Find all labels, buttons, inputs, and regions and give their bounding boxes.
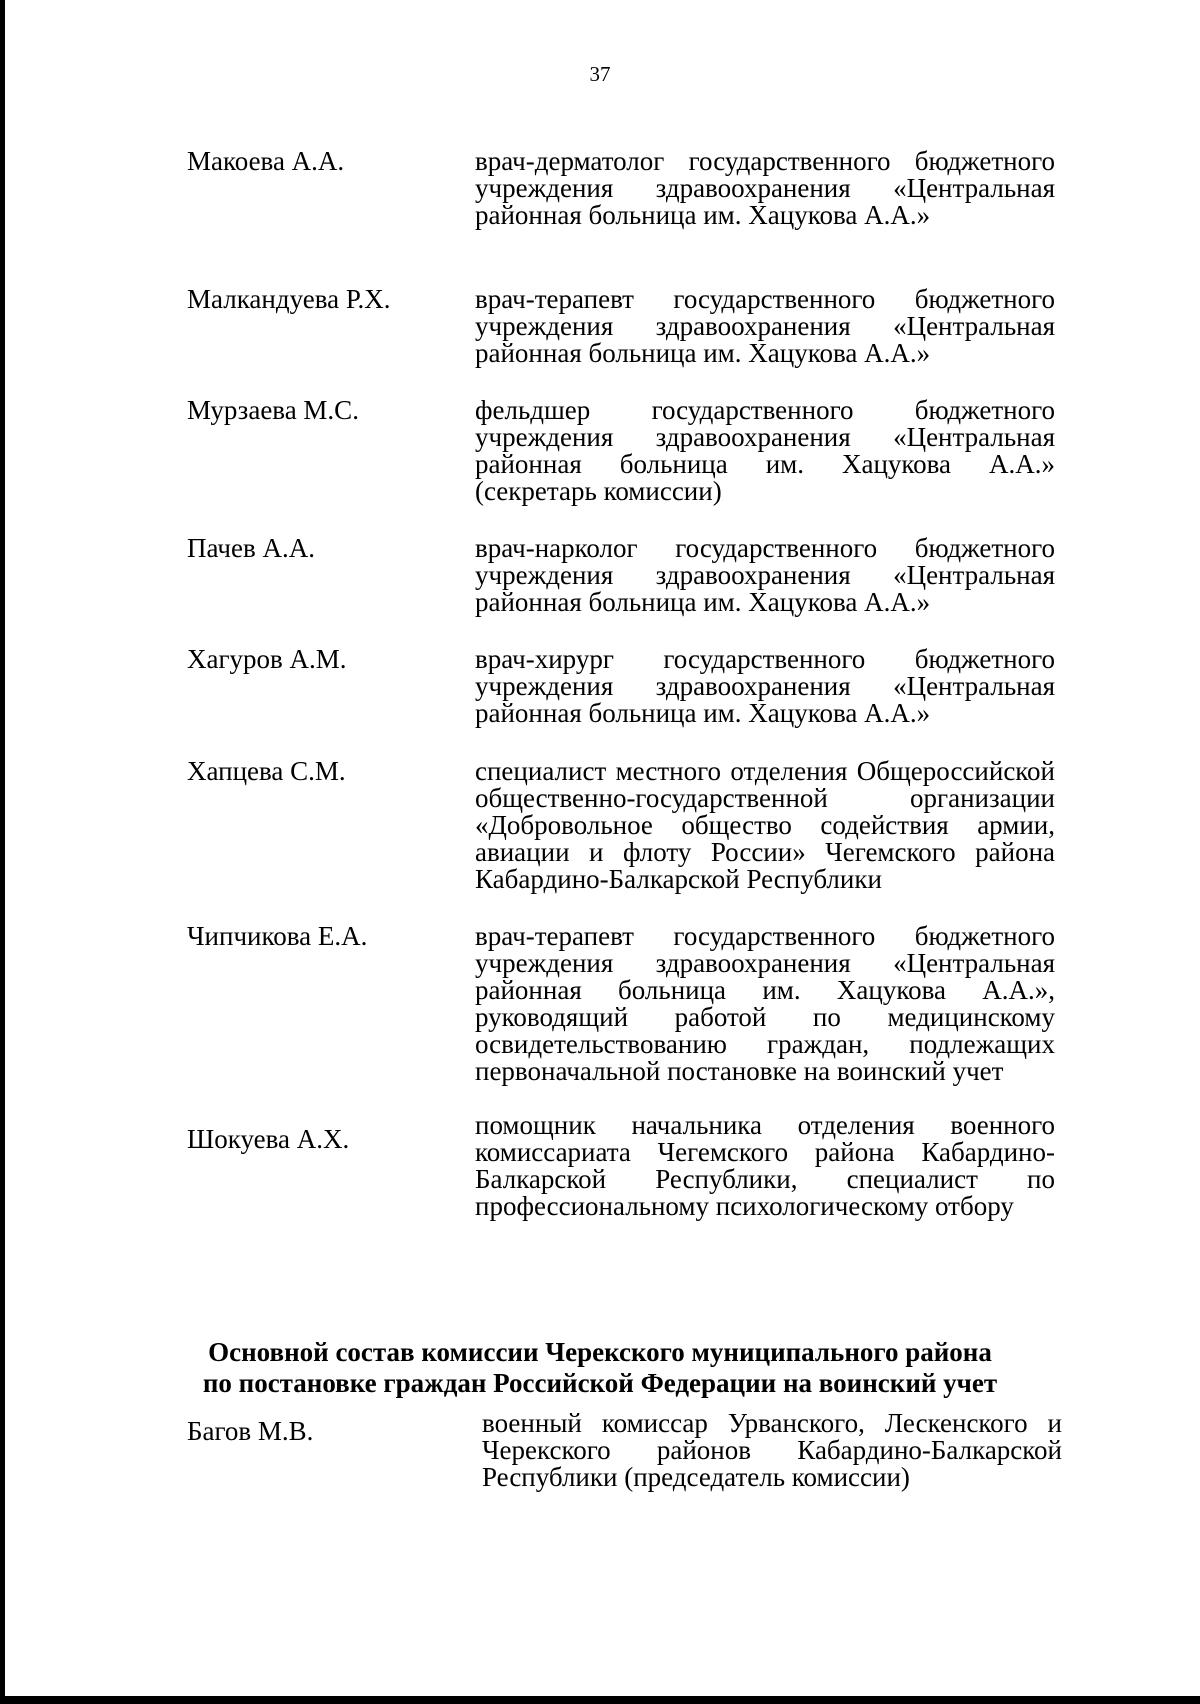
member-role: врач-дерматолог государственного бюджетного учреждения здравоохранения «Центральная районная больница им. Хацукова А.А.»: [475, 146, 1055, 230]
member-name: Багов М.В.: [187, 1416, 314, 1446]
member-name: Шокуева А.Х.: [187, 1124, 350, 1154]
member-role: помощник начальника отделения военного комиссариата Чегемского района Кабардино-Балкарской Республики, специалист по профессиональному психологическому отбору: [475, 1110, 1055, 1221]
member-name: Малкандуева Р.Х.: [187, 284, 391, 314]
member-role: врач-хирург государственного бюджетного учреждения здравоохранения «Центральная районная больница им. Хацукова А.А.»: [475, 644, 1055, 728]
page-number: 37: [589, 62, 611, 86]
section-heading-line: по постановке граждан Российской Федерации на воинский учет: [202, 1368, 998, 1398]
scan-edge-left: [0, 0, 5, 1704]
section-heading-line: Основной состав комиссии Черекского муниципального района: [208, 1337, 992, 1367]
member-name: Хапцева С.М.: [187, 756, 346, 786]
member-name: Пачев А.А.: [187, 533, 315, 563]
member-name: Хагуров А.М.: [187, 644, 347, 674]
member-role: специалист местного отделения Общероссийской общественно-государственной организации «Добровольное общество содействия армии, авиации и флоту России» Чегемского района Кабардино-Балкарской Республики: [475, 756, 1055, 894]
member-role: врач-терапевт государственного бюджетного учреждения здравоохранения «Центральная районная больница им. Хацукова А.А.»: [475, 284, 1055, 368]
member-role: военный комиссар Урванского, Лескенского и Черекского районов Кабардино-Балкарской Республики (председатель комиссии): [482, 1408, 1062, 1492]
scan-edge-bottom: [0, 1696, 1200, 1704]
member-name: Макоева А.А.: [187, 146, 345, 176]
member-name: Чипчикова Е.А.: [187, 921, 368, 951]
member-role: фельдшер государственного бюджетного учреждения здравоохранения «Центральная районная больница им. Хацукова А.А.» (секретарь комиссии): [475, 395, 1055, 506]
member-role: врач-терапевт государственного бюджетного учреждения здравоохранения «Центральная районная больница им. Хацукова А.А.», руководящий работой по медицинскому освидетельствованию граждан, подлежащих первоначальной постановке на воинский учет: [475, 921, 1055, 1086]
member-role: врач-нарколог государственного бюджетного учреждения здравоохранения «Центральная районная больница им. Хацукова А.А.»: [475, 533, 1055, 617]
section-heading: [0, 1337, 1200, 1399]
member-name: Мурзаева М.С.: [187, 395, 359, 425]
